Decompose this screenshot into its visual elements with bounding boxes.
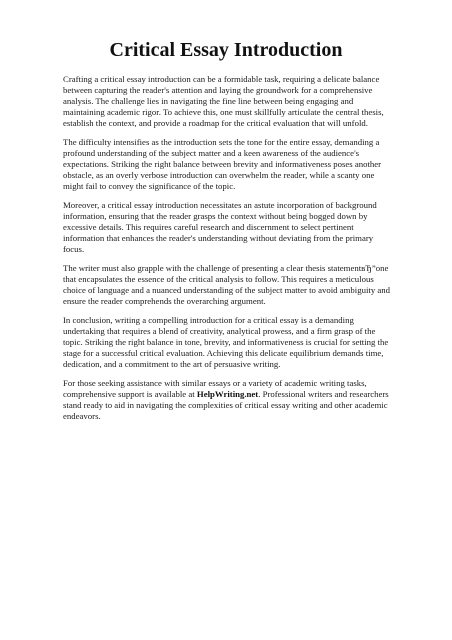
paragraph-6-text-after: . Professional writers and researchers stand ready to aid in navigating the complexities of critical essay writing and other academic endeavors.	[63, 389, 389, 421]
page-title: Critical Essay Introduction	[109, 39, 343, 61]
paragraph-3: Moreover, a critical essay introduction necessitates an astute incorporation of background information, ensuring that the reader grasps the context without being bogged down by excessive details. This requires careful research and discernment to select pertinent information that enhances the reader's understanding without deviating from the primary focus.	[63, 200, 377, 254]
paragraph-1: Crafting a critical essay introduction can be a formidable task, requiring a delicate balance between capturing the reader's attention and laying the groundwork for a comprehensive analysis. The challenge lies in navigating the fine line between being engaging and maintaining academic rigor. To achieve this, one must skillfully articulate the central thesis, establish the context, and provide a roadmap for the critical evaluation that will unfold.	[63, 74, 384, 128]
document-body	[63, 74, 393, 430]
paragraph-6-text-before: For those seeking assistance with similar essays or a variety of academic writing tasks, comprehensive support is available at	[63, 378, 367, 400]
paragraph-5: In conclusion, writing a compelling introduction for a critical essay is a demanding undertaking that requires a blend of creativity, analytical prowess, and a firm grasp of the topic. Striking the right balance in tone, brevity, and informativeness is crucial for setting the stage for a successful critical evaluation. Achieving this delicate equilibrium demands time, dedication, and a commitment to the art of persuasive writing.	[63, 315, 389, 369]
paragraph-6	[63, 378, 393, 422]
helpwriting-link[interactable]: HelpWriting.net	[196, 389, 259, 400]
paragraph-4: The writer must also grapple with the challenge of presenting a clear thesis statementвЂ”one that encapsulates the essence of the critical analysis to follow. This requires a meticulous choice of language and a nuanced understanding of the subject matter to avoid ambiguity and ensure the reader comprehends the overarching argument.	[63, 263, 391, 306]
paragraph-2: The difficulty intensifies as the introduction sets the tone for the entire essay, demanding a profound understanding of the subject matter and a keen awareness of the audience's expectations. Striking the right balance between brevity and informativeness poses another obstacle, as an overly verbose introduction can overwhelm the reader, while a scanty one might fail to convey the significance of the topic.	[63, 137, 382, 191]
